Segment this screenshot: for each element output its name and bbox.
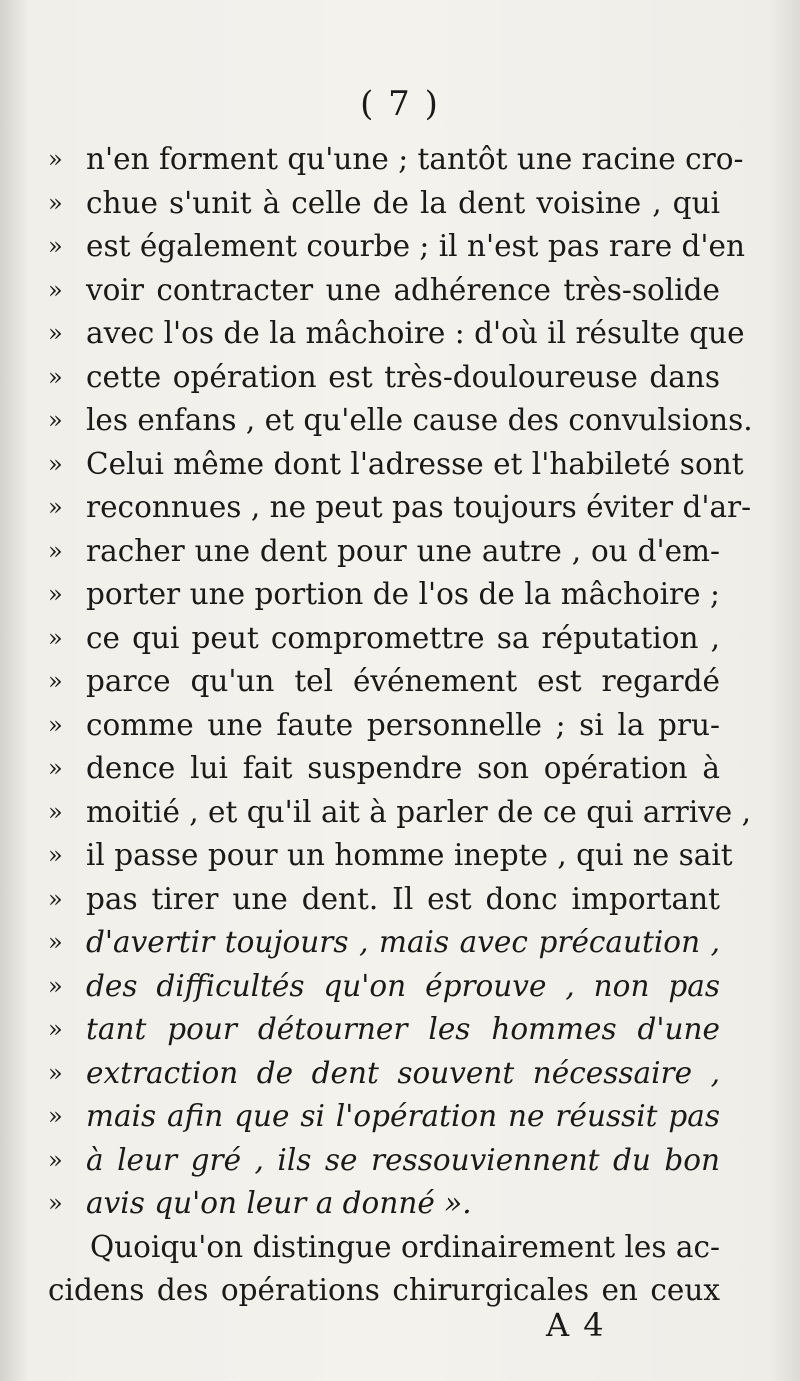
- text-line: [48, 269, 720, 313]
- text-line: [48, 747, 720, 791]
- text-block: [48, 138, 753, 1313]
- text-line: [48, 660, 720, 704]
- quote-mark: »: [48, 710, 63, 739]
- line-text: avec l'os de la mâchoire : d'où il résulte que: [86, 316, 745, 350]
- line-text: avis qu'on leur a donné ».: [86, 1186, 472, 1220]
- quote-mark: »: [48, 884, 63, 913]
- text-line: [48, 573, 720, 617]
- text-line: [48, 312, 745, 356]
- quote-mark: »: [48, 406, 63, 434]
- text-line: [48, 182, 720, 226]
- line-text: voir contracter une adhérence très-solide: [86, 272, 720, 307]
- text-line: [48, 878, 720, 922]
- line-text: racher une dent pour une autre , ou d'em-: [86, 533, 720, 568]
- line-text: parce qu'un tel événement est regardé: [86, 664, 720, 698]
- line-text: n'en forment qu'une ; tantôt une racine cro-: [86, 142, 744, 176]
- line-text: est également courbe ; il n'est pas rare d'en: [86, 229, 745, 263]
- line-text: mais afin que si l'opération ne réussit pas: [86, 1099, 720, 1133]
- text-line-italic: [48, 1139, 720, 1183]
- quote-mark: »: [48, 1145, 63, 1174]
- quote-mark: »: [48, 971, 63, 1000]
- text-line: [48, 530, 720, 574]
- text-line: [48, 704, 720, 748]
- text-line-italic: [48, 921, 720, 965]
- quote-mark: »: [48, 449, 63, 478]
- quote-mark: »: [48, 1189, 63, 1217]
- line-text: cidens des opérations chirurgicales en ceux: [48, 1273, 720, 1307]
- line-text: pas tirer une dent. Il est donc important: [86, 881, 720, 916]
- line-text: il passe pour un homme inepte , qui ne sait: [86, 838, 733, 872]
- text-line-italic: [48, 1052, 720, 1096]
- text-line-italic: [48, 965, 720, 1009]
- text-line-italic: [48, 1095, 720, 1139]
- quote-mark: »: [48, 667, 63, 695]
- paragraph-line: [48, 1269, 720, 1313]
- page-number: ( 7 ): [360, 84, 440, 124]
- quote-mark: »: [48, 319, 63, 347]
- quote-mark: »: [48, 188, 63, 217]
- quote-mark: »: [48, 493, 63, 521]
- text-line: [48, 617, 720, 661]
- quote-mark: »: [48, 754, 63, 782]
- line-text: extraction de dent souvent nécessaire ,: [86, 1055, 720, 1090]
- text-line: [48, 138, 744, 182]
- text-line: [48, 486, 752, 530]
- quote-mark: »: [48, 275, 63, 304]
- quote-mark: »: [48, 797, 63, 826]
- line-text: Celui même dont l'adresse et l'habileté sont: [86, 446, 744, 481]
- quote-mark: »: [48, 536, 63, 565]
- text-line: [48, 791, 752, 835]
- line-text: chue s'unit à celle de la dent voisine , qui: [86, 185, 720, 220]
- quote-mark: »: [48, 580, 63, 608]
- text-line-italic: [48, 1182, 720, 1226]
- paragraph-line: [48, 1226, 720, 1270]
- line-text: comme une faute personnelle ; si la pru-: [86, 707, 720, 742]
- text-line: [48, 399, 753, 443]
- line-text: porter une portion de l'os de la mâchoire ;: [86, 577, 720, 611]
- line-text: Quoiqu'on distingue ordinairement les ac-: [90, 1229, 720, 1264]
- quote-mark: »: [48, 362, 63, 391]
- text-line-italic: [48, 1008, 720, 1052]
- line-text: à leur gré , ils se ressouviennent du bon: [86, 1142, 720, 1177]
- quote-mark: »: [48, 623, 63, 652]
- line-text: tant pour détourner les hommes d'une: [86, 1012, 720, 1046]
- text-line: [48, 225, 745, 269]
- line-text: des difficultés qu'on éprouve , non pas: [86, 968, 720, 1003]
- line-text: reconnues , ne peut pas toujours éviter d'ar-: [86, 490, 752, 524]
- text-line: [48, 356, 720, 400]
- quote-mark: »: [48, 841, 63, 869]
- quote-mark: »: [48, 1015, 63, 1043]
- line-text: ce qui peut compromettre sa réputation ,: [86, 620, 720, 655]
- line-text: les enfans , et qu'elle cause des convulsions.: [86, 403, 753, 437]
- line-text: cette opération est très-douloureuse dans: [86, 359, 720, 394]
- line-text: dence lui fait suspendre son opération à: [86, 751, 720, 785]
- line-text: moitié , et qu'il ait à parler de ce qui arrive ,: [86, 794, 752, 829]
- quote-mark: »: [48, 1058, 63, 1087]
- quote-mark: »: [48, 145, 63, 173]
- text-line: [48, 834, 733, 878]
- quote-mark: »: [48, 928, 63, 956]
- quote-mark: »: [48, 232, 63, 260]
- text-line: [48, 443, 744, 487]
- signature-mark: A 4: [546, 1306, 606, 1344]
- line-text: d'avertir toujours , mais avec précaution ,: [86, 925, 720, 959]
- quote-mark: »: [48, 1102, 63, 1130]
